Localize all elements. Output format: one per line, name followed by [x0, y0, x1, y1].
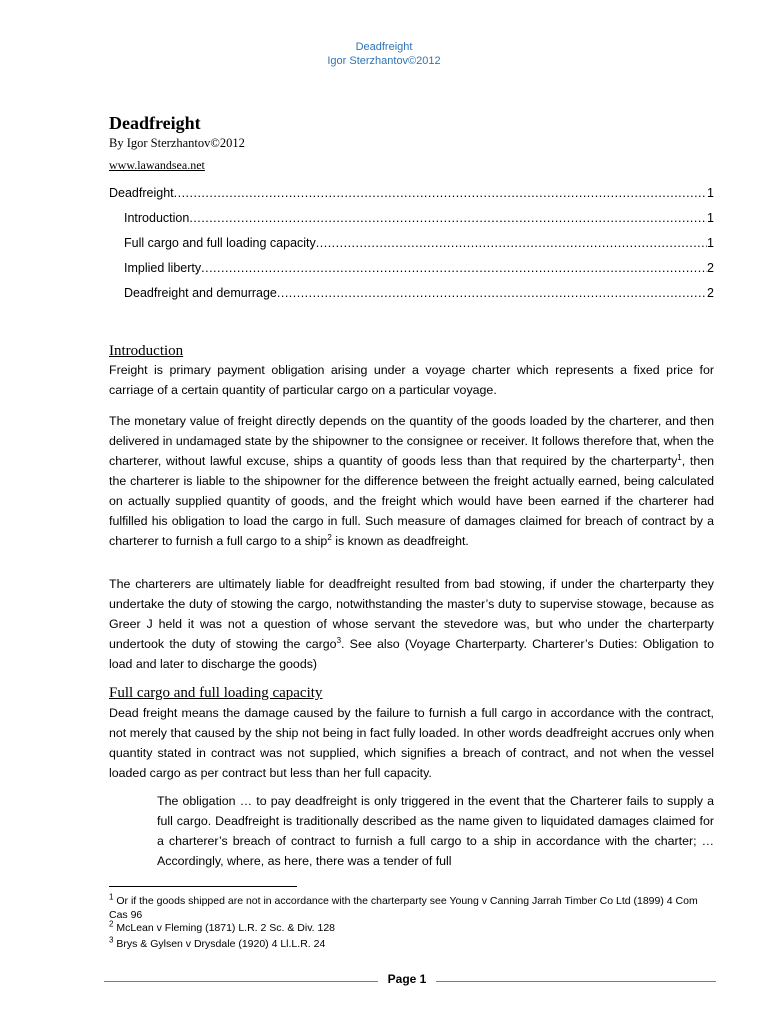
footnote-3: $^3$ Brys & Gylsen v Drysdale (1920) 4 Ll.L.R. 24 [109, 935, 326, 950]
intro-paragraph-1: Freight is primary payment obligation arising under a voyage charter which represents a fixed price for carriage of a certain quantity of particular cargo on a particular voyage. [109, 363, 714, 397]
toc-entry-page: 2 [707, 286, 714, 300]
toc-entry-page: 1 [707, 211, 714, 225]
toc-entry-page: 1 [707, 236, 714, 250]
toc-entry-introduction[interactable] [124, 211, 714, 225]
toc-entry-label: Deadfreight and demurrage [124, 286, 277, 300]
running-header-author: Igor Sterzhantov©2012 [327, 55, 441, 67]
page-number: Page 1 [378, 972, 436, 986]
footnote-ref-2[interactable]: 2 [327, 532, 332, 542]
footnote-2: $^2$ McLean v Fleming (1871) L.R. 2 Sc. & Div. 128 [109, 919, 336, 934]
toc-entry-label: Introduction [124, 211, 190, 225]
toc-entry-page: 1 [707, 186, 714, 200]
toc-entry-page: 2 [707, 261, 714, 275]
intro-paragraph-2: The monetary value of freight directly depends on the quantity of the goods loaded by the charterer, and then delivered in undamaged state by the shipowner to the consignee or receiver. It follows therefore that, when the charterer, without lawful excuse, ships a quantity of goods less than that required by the charterparty$^1$, then the charterer is liable to the shipowner for the difference between the freight actually earned, being calculated on actually supplied quantity of goods, and the freight which would have been earned if the charterer had fulfilled his obligation to load the cargo in full. Such measure of damages claimed for breach of contract by a charterer to furnish a full cargo to a ship$^2$ is known as deadfreight. [109, 414, 714, 548]
toc-leader-dots [189, 211, 707, 225]
running-header-title: Deadfreight [355, 41, 413, 53]
toc-entry-label: Implied liberty [124, 261, 202, 275]
block-quote: The obligation … to pay deadfreight is only triggered in the event that the Charterer fails to supply a full cargo. Deadfreight is traditionally described as the name given to liquidated damages claimed for a charterer’s breach of contract to furnish a full cargo to a ship in accordance with the charter; … Accordingly, where, as here, there was a tender of full [157, 794, 714, 868]
toc-leader-dots [174, 186, 707, 200]
website-link[interactable]: www.lawandsea.net [109, 158, 205, 172]
section-heading-full-cargo: Full cargo and full loading capacity [109, 685, 323, 701]
toc-entry-label: Deadfreight [109, 186, 174, 200]
toc-entry-deadfreight[interactable] [109, 186, 714, 200]
toc-entry-implied-liberty[interactable] [124, 261, 714, 275]
footnote-ref-3[interactable]: 3 [336, 635, 342, 645]
byline: By Igor Sterzhantov©2012 [109, 136, 245, 150]
footnote-separator [109, 886, 297, 887]
toc-entry-deadfreight-demurrage[interactable] [124, 286, 714, 300]
toc-leader-dots [316, 236, 707, 250]
toc-entry-label: Full cargo and full loading capacity [124, 236, 316, 250]
section-heading-introduction: Introduction [109, 343, 184, 359]
toc-leader-dots [277, 286, 707, 300]
toc-entry-full-cargo[interactable] [124, 236, 714, 250]
toc-leader-dots [201, 261, 707, 275]
full-cargo-paragraph: Dead freight means the damage caused by the failure to furnish a full cargo in accordance with the contract, not merely that caused by the ship not being in fact fully loaded. In other words deadfreight accrues only when quantity stated in contract was not supplied, which signifies a breach of contract, and not when the vessel loaded cargo as per contract but less than her full capacity. [109, 706, 714, 780]
document-title: Deadfreight [109, 113, 201, 133]
footnote-ref-1[interactable]: 1 [677, 452, 682, 462]
footnote-1: $^1$ Or if the goods shipped are not in accordance with the charterparty see Young v Canning Jarrah Timber Co Ltd (1899) 4 Com Cas 96 [109, 892, 698, 921]
intro-paragraph-3: The charterers are ultimately liable for deadfreight resulted from bad stowing, if under the charterparty they undertake the duty of stowing the cargo, notwithstanding the master’s duty to supervise stowage, because as Greer J held it was not a question of whose servant the stevedore was, but who under the charterparty undertook the duty of stowing the cargo$^3$. See also (Voyage Charterparty. Charterer’s Duties: Obligation to load and later to discharge the goods) [109, 577, 714, 671]
